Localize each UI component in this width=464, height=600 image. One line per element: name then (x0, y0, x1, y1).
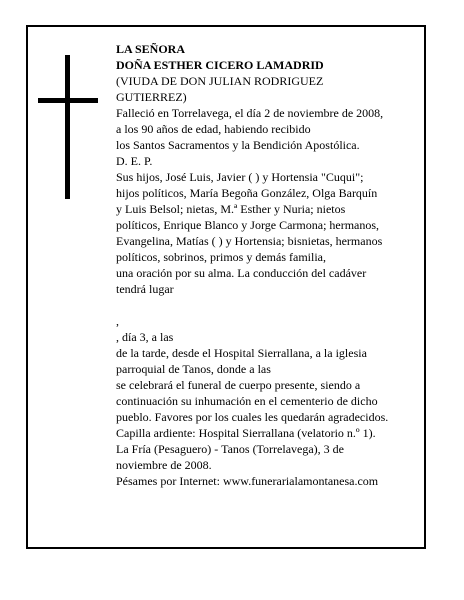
cross-horizontal-bar (38, 98, 98, 103)
funeral-line-7: se celebrará el funeral de cuerpo presente, siendo a (116, 378, 361, 392)
notice-text (116, 41, 426, 489)
latin-cross-icon (38, 55, 98, 199)
family-line-1: Sus hijos, José Luis, Javier ( ) y Hortensia "Cuqui"; (116, 170, 364, 184)
family-line-2: hijos políticos, María Begoña González, Olga Barquín (116, 186, 378, 200)
death-notice-frame (26, 25, 426, 549)
funeral-line-1: una oración por su alma. La conducción del cadáver (116, 266, 367, 280)
location-line-1: La Fría (Pesaguero) - Tanos (Torrelavega), 3 de (116, 442, 345, 456)
funeral-line-6: parroquial de Tanos, donde a las (116, 362, 271, 376)
blank-line (116, 297, 426, 313)
funeral-line-5: de la tarde, desde el Hospital Sierrallana, a la iglesia (116, 346, 367, 360)
death-line-1: Falleció en Torrelavega, el día 2 de noviembre de 2008, (116, 106, 384, 120)
rip-line: D. E. P. (116, 154, 153, 168)
cross-vertical-bar (65, 55, 70, 199)
family-line-6: políticos, sobrinos, primos y demás familia, (116, 250, 326, 264)
death-line-2: a los 90 años de edad, habiendo recibido (116, 122, 311, 136)
funeral-line-8: continuación su inhumación en el cementerio de dicho (116, 394, 378, 408)
location-line-2: noviembre de 2008. (116, 458, 212, 472)
family-line-4: políticos, Enrique Blanco y Jorge Carmona; hermanos, (116, 218, 380, 232)
funeral-line-4: , día 3, a las (116, 330, 174, 344)
family-line-3: y Luis Belsol; nietas, M.ª Esther y Nuria; nietos (116, 202, 346, 216)
widow-line-1: (VIUDA DE DON JULIAN RODRIGUEZ (116, 74, 324, 88)
widow-line-2: GUTIERREZ) (116, 90, 187, 104)
death-line-3: los Santos Sacramentos y la Bendición Apostólica. (116, 138, 360, 152)
funeral-line-2: tendrá lugar (116, 282, 174, 296)
condolences-line: Pésames por Internet: www.funerarialamontanesa.com (116, 474, 379, 488)
funeral-line-9: pueblo. Favores por los cuales les quedarán agradecidos. (116, 410, 389, 424)
funeral-line-3: , (116, 314, 119, 328)
chapel-line: Capilla ardiente: Hospital Sierrallana (velatorio n.º 1). (116, 426, 376, 440)
deceased-name: DOÑA ESTHER CICERO LAMADRID (116, 58, 324, 72)
family-line-5: Evangelina, Matías ( ) y Hortensia; bisnietas, hermanos (116, 234, 383, 248)
notice-title: LA SEÑORA (116, 42, 186, 56)
